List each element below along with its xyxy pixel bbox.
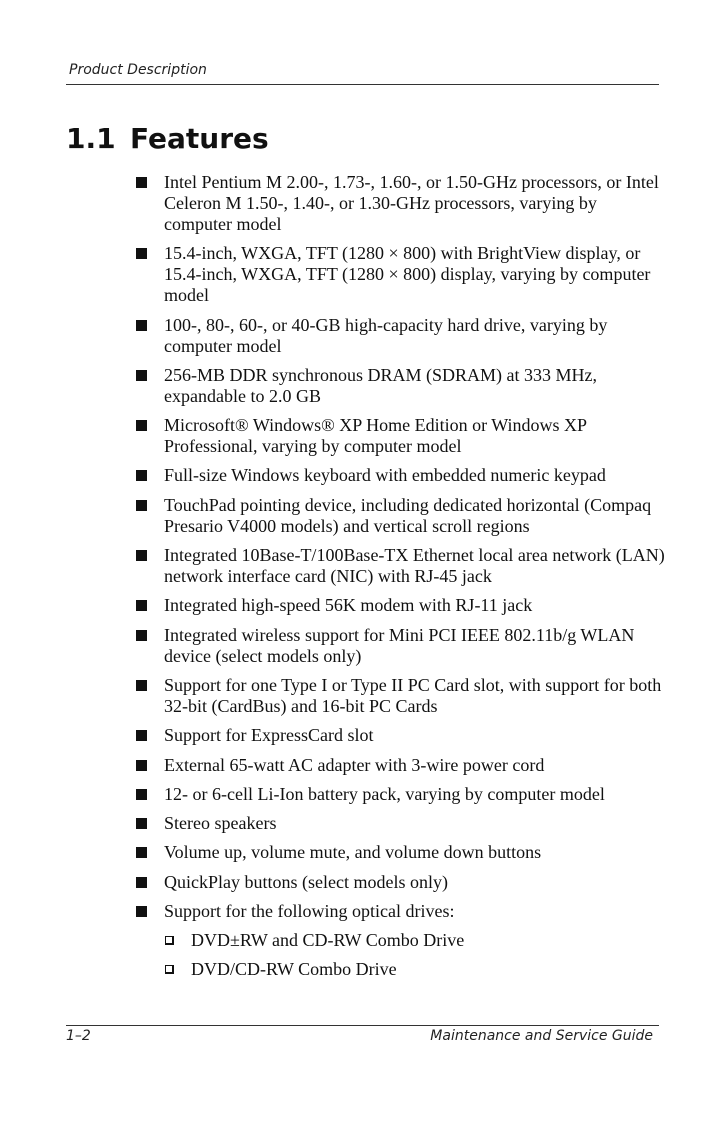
feature-text: Support for the following optical drives: [164, 901, 455, 922]
features-list [135, 172, 665, 988]
feature-text: Stereo speakers [164, 813, 277, 834]
checkbox-bullet-icon [165, 936, 174, 945]
square-bullet-icon [136, 550, 147, 561]
running-header: Product Description [69, 62, 207, 78]
feature-text: TouchPad pointing device, including dedicated horizontal (Compaq Presario V4000 models) and vertical scroll regions [164, 494, 652, 536]
square-bullet-icon [136, 847, 147, 858]
feature-item [135, 315, 665, 357]
square-bullet-icon [136, 600, 147, 611]
square-bullet-icon [136, 370, 147, 381]
feature-item [135, 365, 665, 407]
square-bullet-icon [136, 177, 147, 188]
optical-drive-text: DVD±RW and CD-RW Combo Drive [191, 930, 465, 951]
square-bullet-icon [136, 630, 147, 641]
square-bullet-icon [136, 320, 147, 331]
feature-item [135, 595, 665, 616]
feature-text: Intel Pentium M 2.00-, 1.73-, 1.60-, or 1.50-GHz processors, or Intel Celeron M 1.50-, 1.40-, or 1.30-GHz processors, varying by computer model [164, 172, 659, 234]
square-bullet-icon [136, 420, 147, 431]
feature-item [135, 545, 665, 587]
feature-text: Integrated high-speed 56K modem with RJ-11 jack [164, 595, 533, 616]
optical-drives-list [164, 930, 665, 980]
feature-item [135, 842, 665, 863]
square-bullet-icon [136, 818, 147, 829]
checkbox-bullet-icon [165, 965, 174, 974]
square-bullet-icon [136, 500, 147, 511]
square-bullet-icon [136, 248, 147, 259]
square-bullet-icon [136, 877, 147, 888]
optical-drive-item [164, 959, 665, 980]
square-bullet-icon [136, 680, 147, 691]
square-bullet-icon [136, 470, 147, 481]
guide-title: Maintenance and Service Guide [430, 1028, 653, 1044]
page-number: 1–2 [66, 1028, 91, 1044]
optical-drive-text: DVD/CD-RW Combo Drive [191, 959, 397, 980]
feature-text: 100-, 80-, 60-, or 40-GB high-capacity hard drive, varying by computer model [164, 314, 608, 356]
square-bullet-icon [136, 906, 147, 917]
feature-text: 256-MB DDR synchronous DRAM (SDRAM) at 333 MHz, expandable to 2.0 GB [164, 364, 598, 406]
feature-item [135, 465, 665, 486]
feature-item [135, 725, 665, 746]
feature-text: Integrated 10Base-T/100Base-TX Ethernet local area network (LAN) network interface card (NIC) with RJ-45 jack [164, 545, 665, 587]
square-bullet-icon [136, 760, 147, 771]
feature-text: External 65-watt AC adapter with 3-wire power cord [164, 754, 545, 775]
feature-item [135, 784, 665, 805]
feature-item [135, 172, 665, 235]
feature-text: Support for ExpressCard slot [164, 725, 374, 746]
section-heading [66, 122, 269, 155]
feature-item [135, 872, 665, 893]
feature-text: QuickPlay buttons (select models only) [164, 871, 448, 892]
square-bullet-icon [136, 730, 147, 741]
header-rule [66, 84, 659, 85]
feature-text: Full-size Windows keyboard with embedded numeric keypad [164, 465, 606, 486]
feature-item [135, 495, 665, 537]
feature-text: Integrated wireless support for Mini PCI IEEE 802.11b/g WLAN device (select models only) [164, 624, 635, 666]
feature-item [135, 243, 665, 306]
feature-text: 12- or 6-cell Li-Ion battery pack, varying by computer model [164, 783, 605, 804]
feature-text: Volume up, volume mute, and volume down buttons [164, 842, 542, 863]
footer-rule [66, 1025, 659, 1026]
feature-item [135, 675, 665, 717]
feature-item [135, 901, 665, 980]
feature-text: 15.4-inch, WXGA, TFT (1280 × 800) with BrightView display, or 15.4-inch, WXGA, TFT (1280 × 800) display, varying by computer model [164, 243, 651, 306]
feature-item [135, 625, 665, 667]
section-title: Features [130, 122, 269, 155]
feature-item [135, 755, 665, 776]
feature-text: Support for one Type I or Type II PC Card slot, with support for both 32-bit (CardBus) and 16-bit PC Cards [164, 674, 662, 716]
feature-item [135, 415, 665, 457]
section-number: 1.1 [66, 122, 116, 155]
feature-item [135, 813, 665, 834]
square-bullet-icon [136, 789, 147, 800]
optical-drive-item [164, 930, 665, 951]
feature-text: Microsoft® Windows® XP Home Edition or Windows XP Professional, varying by computer model [164, 415, 587, 457]
